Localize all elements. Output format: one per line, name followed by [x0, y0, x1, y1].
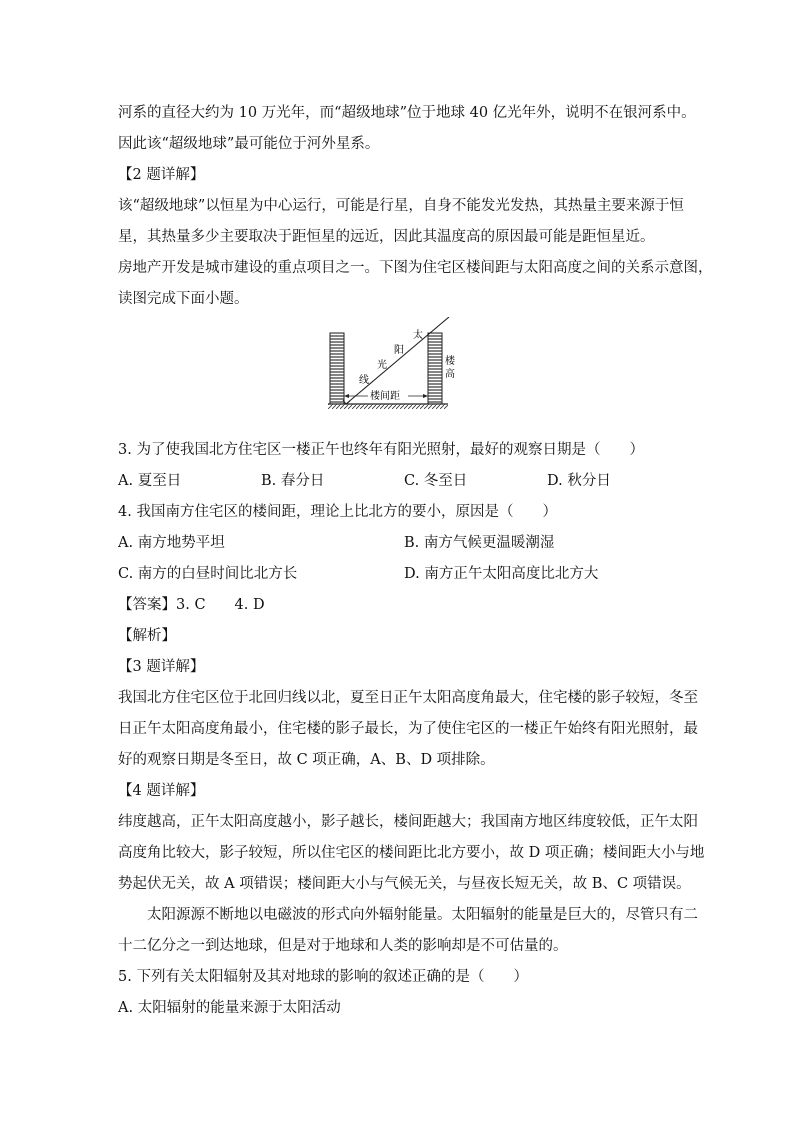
ray-label-xian: 线 [359, 375, 369, 386]
question-4-options-row2 [118, 559, 690, 590]
detail-4-heading: 【4 题详解】 [118, 783, 205, 799]
question-5-stem: 5. 下列有关太阳辐射及其对地球的影响的叙述正确的是（ ） [118, 969, 528, 985]
passage-line: 十二亿分之一到达地球，但是对于地球和人类的影响却是不可估量的。 [118, 938, 568, 954]
document-page [118, 98, 713, 1024]
question-4-options-row1 [118, 528, 690, 559]
text-line: 纬度越高，正午太阳高度越小，影子越长，楼间距越大；我国南方地区纬度较低，正午太阳 [118, 814, 698, 830]
spacing-label: 楼间距 [370, 391, 400, 402]
option-b: B. 春分日 [261, 473, 325, 489]
text-line: 日正午太阳高度角最小，住宅楼的影子最长，为了使住宅区的一楼正午始终有阳光照射，最 [118, 721, 698, 737]
option-a: A. 夏至日 [118, 473, 182, 489]
text-line: 我国北方住宅区位于北回归线以北，夏至日正午太阳高度角最大，住宅楼的影子较短，冬至 [118, 690, 698, 706]
text-line: 势起伏无关，故 A 项错误；楼间距大小与气候无关，与昼夜长短无关，故 B、C 项错误。 [118, 876, 691, 892]
height-label-2: 高 [445, 369, 455, 380]
question-3-options [118, 466, 690, 497]
question-3-stem: 3. 为了使我国北方住宅区一楼正午也终年有阳光照射，最好的观察日期是（ ） [118, 442, 644, 458]
option-c: C. 南方的白昼时间比北方长 [118, 566, 298, 582]
text-line: 星，其热量多少主要取决于距恒星的远近，因此其温度高的原因最可能是距恒星近。 [118, 229, 655, 245]
text-line: 读图完成下面小题。 [118, 291, 249, 307]
text-line: 因此该“超级地球”最可能位于河外星系。 [118, 136, 380, 152]
detail-3-heading: 【3 题详解】 [118, 659, 205, 675]
option-d: D. 南方正午太阳高度比北方大 [404, 566, 599, 582]
ray-label-guang: 光 [377, 360, 387, 371]
spacing-arrow-left [344, 394, 349, 398]
text-line: 好的观察日期是冬至日，故 C 项正确，A、B、D 项排除。 [118, 752, 495, 768]
answer-line: 【答案】3. C 4. D [118, 597, 265, 613]
ray-label-yang: 阳 [394, 345, 404, 356]
section-heading: 【2 题详解】 [118, 167, 205, 183]
text-line: 该“超级地球”以恒星为中心运行，可能是行星，自身不能发光发热，其热量主要来源于恒 [118, 198, 684, 214]
building-diagram [328, 317, 458, 417]
left-building [330, 333, 344, 404]
building-spacing-figure [118, 315, 690, 435]
height-label-1: 楼 [445, 356, 455, 367]
right-building [428, 333, 442, 404]
text-line: 高度角比较大，影子较短，所以住宅区的楼间距比北方要小，故 D 项正确；楼间距大小与地 [118, 845, 705, 861]
option-b: B. 南方气候更温暖潮湿 [404, 535, 555, 551]
text-line: 房地产开发是城市建设的重点项目之一。下图为住宅区楼间距与太阳高度之间的关系示意图， [118, 260, 713, 276]
analysis-heading: 【解析】 [118, 628, 176, 644]
option-a: A. 太阳辐射的能量来源于太阳活动 [118, 1000, 341, 1016]
option-d: D. 秋分日 [547, 473, 611, 489]
ground-hatch [328, 404, 448, 409]
option-a: A. 南方地势平坦 [118, 535, 225, 551]
spacing-arrow-right [423, 394, 428, 398]
ray-label-tai: 太 [413, 330, 423, 341]
option-c: C. 冬至日 [404, 473, 468, 489]
text-line: 河系的直径大约为 10 万光年，而“超级地球”位于地球 40 亿光年外，说明不在银河系中。 [118, 105, 696, 121]
passage-line: 太阳源源不断地以电磁波的形式向外辐射能量。太阳辐射的能量是巨大的，尽管只有二 [147, 907, 698, 923]
question-4-stem: 4. 我国南方住宅区的楼间距，理论上比北方的要小，原因是（ ） [118, 504, 557, 520]
